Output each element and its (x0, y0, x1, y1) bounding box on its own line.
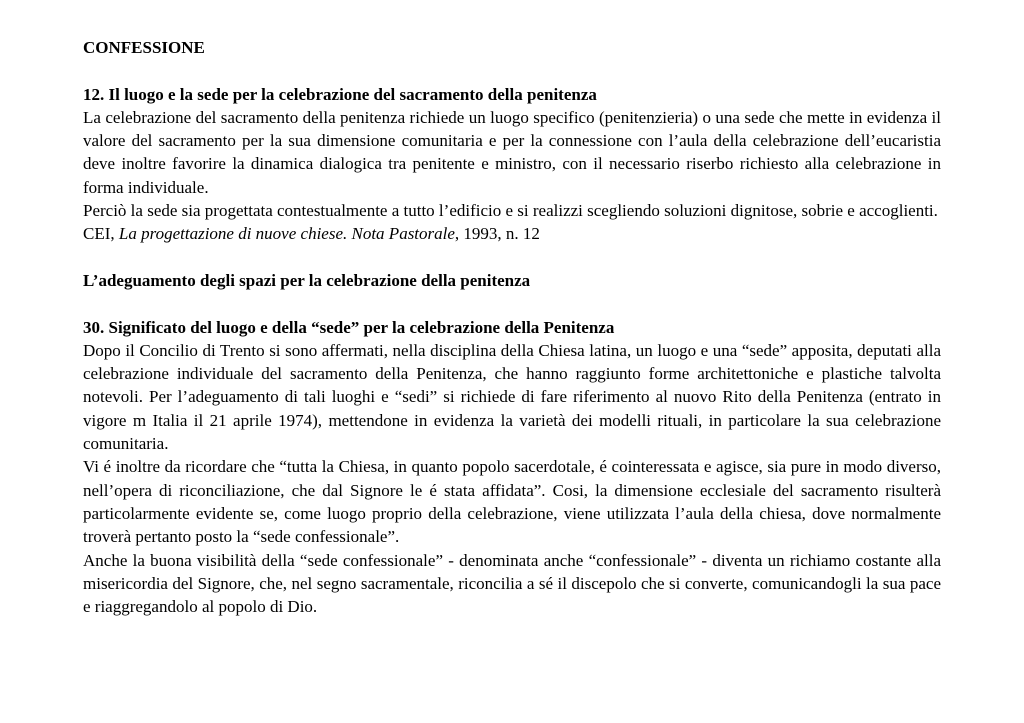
document-page (83, 36, 941, 618)
citation (83, 222, 941, 245)
section-30-paragraph-2: Vi é inoltre da ricordare che “tutta la Chiesa, in quanto popolo sacerdotale, é cointeressata e agisce, sia pure in modo diverso, nell’opera di riconciliazione, che dal Signore le é stata affidata”. Cosi, la dimensione ecclesiale del sacramento risulterà particolarmente evidente se, come luogo proprio della celebrazione, viene utilizzata l’aula della chiesa, dove normalmente troverà pertanto posto la “sede confessionale”. (83, 457, 941, 547)
section-30-heading: 30. Significato del luogo e della “sede” per la celebrazione della Penitenza (83, 317, 615, 337)
spacer (83, 246, 941, 269)
spacer (83, 59, 941, 82)
section-30-paragraph-1: Dopo il Concilio di Trento si sono affermati, nella disciplina della Chiesa latina, un luogo e una “sede” apposita, deputati alla celebrazione individuale del sacramento della Penitenza, che hanno raggiunto forme architettoniche e plastiche talvolta notevoli. Per l’adeguamento di tali luoghi e “sedi” si richiede di fare riferimento al nuovo Rito della Penitenza (entrato in vigore m Italia il 21 aprile 1974), mettendone in evidenza la varietà dei modelli rituali, in particolare la sua celebrazione comunitaria. (83, 340, 941, 454)
section-12-paragraph-1: La celebrazione del sacramento della penitenza richiede un luogo specifico (penitenzieria) o una sede che mette in evidenza il valore del sacramento per la sua dimensione comunitaria e per la connessione con l’aula della celebrazione dell’eucaristia deve inoltre favorire la dinamica dialogica tra penitente e ministro, con il necessario riserbo richiesto alla celebrazione in forma individuale. (83, 107, 941, 197)
section-12-paragraph-2: Perciò la sede sia progettata contestualmente a tutto l’edificio e si realizzi scegliendo soluzioni dignitose, sobrie e accoglienti. (83, 201, 938, 221)
section-12-heading: 12. Il luogo e la sede per la celebrazione del sacramento della penitenza (83, 84, 597, 104)
citation-work-title: La progettazione di nuove chiese. Nota Pastorale (118, 224, 455, 244)
citation-author: CEI, (83, 224, 119, 244)
document-title: CONFESSIONE (83, 38, 205, 57)
spacer (83, 292, 941, 315)
adeguamento-heading: L’adeguamento degli spazi per la celebrazione della penitenza (83, 270, 531, 290)
section-30-paragraph-3: Anche la buona visibilità della “sede confessionale” - denominata anche “confessionale” - diventa un richiamo costante alla misericordia del Signore, che, nel segno sacramentale, riconcilia a sé il discepolo che si converte, comunicandogli la sua pace e riaggregandolo al popolo di Dio. (83, 550, 941, 617)
citation-details: , 1993, n. 12 (454, 224, 540, 244)
